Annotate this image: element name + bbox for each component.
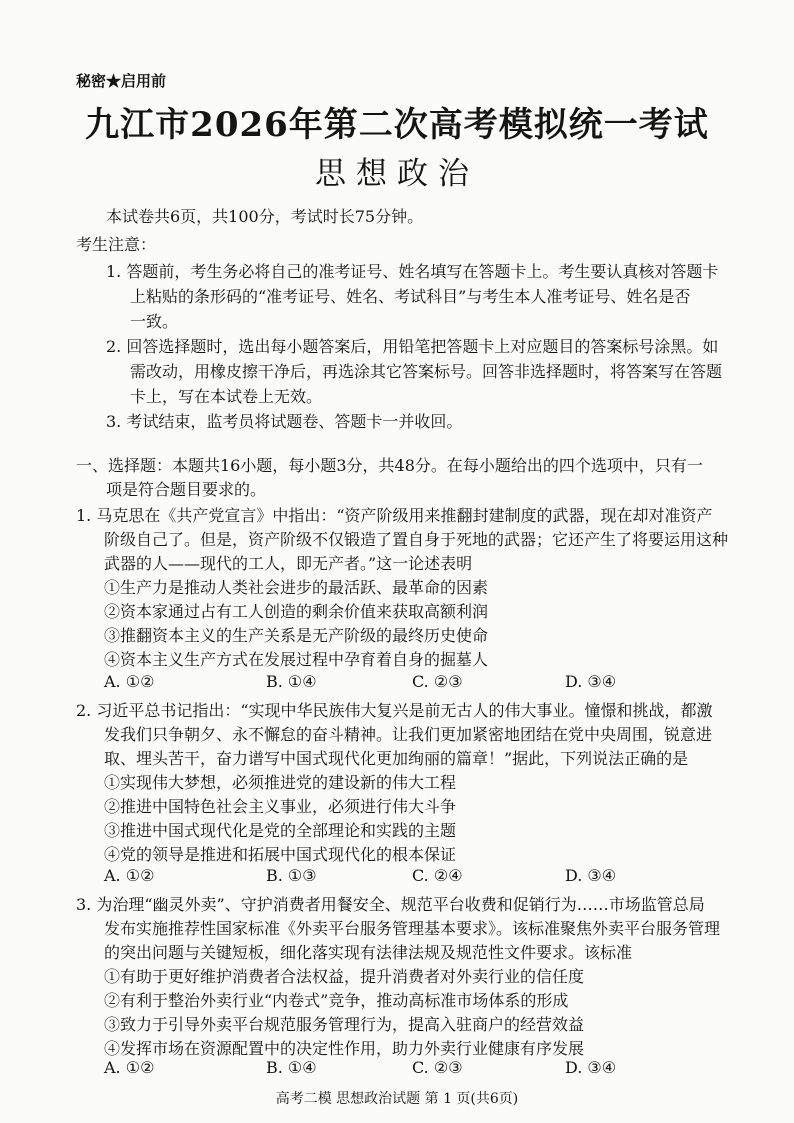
notice-heading: 考生注意： [76,235,157,254]
notice-item-1-line: 1. 答题前，考生务必将自己的准考证号、姓名填写在答题卡上。考生要认真核对答题卡 [106,262,719,281]
q1-stem-line: 1. 马克思在《共产党宣言》中指出：“资产阶级用来推翻封建制度的武器，现在却对准资产 [76,506,713,525]
q2-stem-line: 取、埋头苦干，奋力谱写中国式现代化更加绚丽的篇章！”据此，下列说法正确的是 [104,749,689,768]
q1-statement: ④资本主义生产方式在发展过程中孕育着自身的掘墓人 [104,650,489,669]
section-heading: 一、选择题：本题共16小题，每小题3分，共48分。在每小题给出的四个选项中，只有一 [76,456,703,475]
q2-statement: ③推进中国式现代化是党的全部理论和实践的主题 [104,821,457,840]
notice-item-3-line: 3. 考试结束，监考员将试题卷、答题卡一并收回。 [106,412,463,431]
q1-statement: ③推翻资本主义的生产关系是无产阶级的最终历史使命 [104,626,489,645]
q3-option-a[interactable]: A. ①② [104,1058,155,1077]
q2-stem-line: 发我们只争朝夕、永不懈怠的奋斗精神。让我们更加紧密地团结在党中央周围，锐意进 [104,725,713,744]
q1-stem-line: 阶级自己了。但是，资产阶级不仅锻造了置自身于死地的武器；它还产生了将要运用这种 [104,530,729,549]
q2-option-b[interactable]: B. ①③ [266,866,317,885]
subject-title: 思想政治 [315,156,479,192]
q1-option-c[interactable]: C. ②③ [412,672,463,691]
notice-item-2-line: 卡上，写在本试卷上无效。 [130,387,323,406]
q2-stem-line: 2. 习近平总书记指出：“实现中华民族伟大复兴是前无古人的伟大事业。憧憬和挑战，都激 [76,701,713,720]
q1-statement: ②资本家通过占有工人创造的剩余价值来获取高额利润 [104,602,489,621]
q1-statement: ①生产力是推动人类社会进步的最活跃、最革命的因素 [104,578,489,597]
q3-option-b[interactable]: B. ①④ [266,1058,317,1077]
q2-option-a[interactable]: A. ①② [104,866,155,885]
q3-statement: ②有利于整治外卖行业“内卷式”竞争，推动高标准市场体系的形成 [104,991,569,1010]
q2-option-c[interactable]: C. ②④ [412,866,463,885]
notice-item-2-line: 2. 回答选择题时，选出每小题答案后，用铅笔把答题卡上对应题目的答案标号涂黑。如 [106,337,719,356]
exam-intro: 本试卷共6页，共100分，考试时长75分钟。 [106,207,424,226]
notice-item-2-line: 需改动，用橡皮擦干净后，再选涂其它答案标号。回答非选择题时，将答案写在答题 [130,362,723,381]
q3-option-c[interactable]: C. ②③ [412,1058,463,1077]
exam-title: 九江市2026年第二次高考模拟统一考试 [85,105,709,145]
q3-stem-line: 发布实施推荐性国家标准《外卖平台服务管理基本要求》。该标准聚焦外卖平台服务管理 [104,919,721,938]
page-footer: 高考二模 思想政治试题 第 1 页(共6页) [275,1091,519,1107]
q3-statement: ③致力于引导外卖平台规范服务管理行为，提高入驻商户的经营效益 [104,1015,585,1034]
q1-option-b[interactable]: B. ①④ [266,672,317,691]
notice-item-1-line: 一致。 [130,312,179,331]
q3-stem-line: 的突出问题与关键短板，细化落实现有法律法规及规范性文件要求。该标准 [104,943,633,962]
q1-option-d[interactable]: D. ③④ [565,672,617,691]
q3-option-d[interactable]: D. ③④ [565,1058,617,1077]
q1-stem-line: 武器的人——现代的工人，即无产者。”这一论述表明 [104,554,473,573]
q1-option-a[interactable]: A. ①② [104,672,155,691]
confidential-label: 秘密★启用前 [76,72,167,90]
q2-statement: ④党的领导是推进和拓展中国式现代化的根本保证 [104,845,457,864]
q3-stem-line: 3. 为治理“幽灵外卖”、守护消费者用餐安全、规范平台收费和促销行为……市场监管总局 [76,895,705,914]
q2-statement: ①实现伟大梦想，必须推进党的建设新的伟大工程 [104,773,457,792]
q2-option-d[interactable]: D. ③④ [565,866,617,885]
q2-statement: ②推进中国特色社会主义事业，必须进行伟大斗争 [104,797,457,816]
q3-statement: ④发挥市场在资源配置中的决定性作用，助力外卖行业健康有序发展 [104,1039,585,1058]
notice-item-1-line: 上粘贴的条形码的“准考证号、姓名、考试科目”与考生本人准考证号、姓名是否 [130,287,691,306]
section-heading-cont: 项是符合题目要求的。 [106,480,267,499]
q3-statement: ①有助于更好维护消费者合法权益，提升消费者对外卖行业的信任度 [104,967,585,986]
